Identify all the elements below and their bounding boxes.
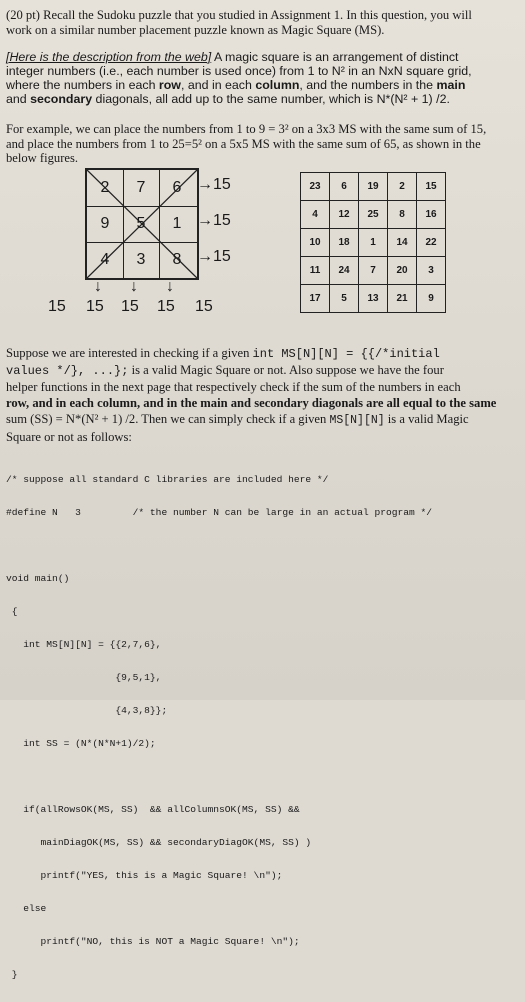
suppose-line-3: helper functions in the next page that respectively check if the sum of the numbers in each [6, 380, 461, 394]
code-line: if(allRowsOK(MS, SS) && allColumnsOK(MS, SS) && [6, 804, 300, 815]
suppose-paragraph [6, 345, 514, 445]
down-arrow: ↓ [166, 278, 174, 295]
cell: 25 [359, 201, 388, 229]
cell: 10 [301, 229, 330, 257]
cell: 4 [301, 201, 330, 229]
definition-line-4b: diagonals, all add up to the same number, which is N*(N² + 1) /2. [92, 92, 450, 106]
cell: 2 [388, 173, 417, 201]
cell: 4 [100, 251, 110, 268]
cell: 7 [136, 179, 146, 196]
code-line: int SS = (N*(N*N+1)/2); [6, 738, 156, 749]
diagonal-sum: 15 [195, 298, 213, 315]
code-line: {9,5,1}, [6, 672, 162, 683]
column-sum: 15 [157, 298, 175, 315]
code-line: printf("YES, this is a Magic Square! \n"); [6, 870, 283, 881]
cell: 9 [100, 215, 110, 232]
magic-square-3x3 [85, 168, 199, 280]
code-line: void main() [6, 573, 70, 584]
column-sum: 15 [86, 298, 104, 315]
cell: 7 [359, 257, 388, 285]
cell: 9 [417, 285, 446, 313]
code-line [6, 540, 432, 551]
code-line: {4,3,8}}; [6, 705, 168, 716]
cell: 17 [301, 285, 330, 313]
down-arrow: ↓ [130, 278, 138, 295]
keyword-column: column [255, 78, 300, 92]
cell: 2 [100, 179, 110, 196]
intro-line-2: work on a similar number placement puzzle known as Magic Square (MS). [6, 22, 385, 37]
code-line: printf("NO, this is NOT a Magic Square! \n"); [6, 936, 300, 947]
inline-code: values */}, ...}; [6, 364, 129, 378]
row-sum-3: →15 [197, 248, 231, 265]
cell: 19 [359, 173, 388, 201]
down-arrow: ↓ [94, 278, 102, 295]
definition-line-2: integer numbers (i.e., each number is used once) from 1 to N² in an NxN square grid, [6, 64, 472, 78]
suppose-line-5: sum (SS) = N*(N² + 1) /2. Then we can simply check if a given [6, 412, 330, 426]
cell: 8 [388, 201, 417, 229]
cell: 1 [359, 229, 388, 257]
cell: 3 [417, 257, 446, 285]
row-sum-1: →15 [197, 176, 231, 193]
definition-line-3b: , and in each [180, 78, 256, 92]
suppose-line-4: row, and in each column, and in the main and secondary diagonals are all equal to the same [6, 396, 497, 410]
definition-line-1: A magic square is an arrangement of distinct [211, 50, 459, 64]
cell: 24 [330, 257, 359, 285]
definition-line-4a: and [6, 92, 31, 106]
cell: 22 [417, 229, 446, 257]
code-line: /* suppose all standard C libraries are included here */ [6, 474, 329, 485]
suppose-line-2: is a valid Magic Square or not. Also suppose we have the four [128, 363, 444, 377]
cell: 3 [136, 251, 146, 268]
code-line [6, 771, 432, 782]
definition-line-3a: where the numbers in each [6, 78, 159, 92]
cell: 20 [388, 257, 417, 285]
definition-line-3c: , and the numbers in the [299, 78, 437, 92]
column-sum: 15 [121, 298, 139, 315]
cell: 6 [330, 173, 359, 201]
code-line: #define N 3 /* the number N can be large in an actual program */ [6, 507, 433, 518]
cell: 18 [330, 229, 359, 257]
example-line-1: For example, we can place the numbers from 1 to 9 = 3² on a 3x3 MS with the same sum of 15, [6, 122, 487, 136]
example-paragraph [6, 122, 514, 166]
cell: 1 [172, 215, 182, 232]
cell: 5 [330, 285, 359, 313]
keyword-secondary: secondary [30, 92, 93, 106]
code-block [6, 452, 432, 1002]
row-sum-2: →15 [197, 212, 231, 229]
suppose-line-6: Square or not as follows: [6, 430, 132, 444]
intro-line-1: (20 pt) Recall the Sudoku puzzle that you studied in Assignment 1. In this question, you will [6, 8, 472, 22]
web-description-link[interactable]: [Here is the description from the web] [6, 50, 212, 64]
diagonal-sum: 15 [48, 298, 66, 315]
code-line: } [6, 969, 18, 980]
keyword-row: row [158, 78, 181, 92]
example-line-3: below figures. [6, 151, 79, 166]
cell: 12 [330, 201, 359, 229]
cell: 16 [417, 201, 446, 229]
cell: 11 [301, 257, 330, 285]
cell: 21 [388, 285, 417, 313]
code-line: else [6, 903, 47, 914]
code-line: { [6, 606, 18, 617]
cell: 5 [136, 215, 146, 232]
suppose-line-1: Suppose we are interested in checking if a given [6, 346, 253, 360]
cell: 6 [172, 179, 182, 196]
keyword-main: main [436, 78, 466, 92]
magic-square-5x5 [300, 172, 446, 313]
example-line-2: and place the numbers from 1 to 25=5² on a 5x5 MS with the same sum of 65, as shown in the [6, 136, 481, 151]
suppose-line-5b: is a valid Magic [384, 412, 469, 426]
cell: 15 [417, 173, 446, 201]
cell: 8 [172, 251, 182, 268]
code-line: int MS[N][N] = {{2,7,6}, [6, 639, 162, 650]
cell: 14 [388, 229, 417, 257]
code-line: mainDiagOK(MS, SS) && secondaryDiagOK(MS, SS) ) [6, 837, 312, 848]
inline-code: int MS[N][N] = {{/*initial [252, 347, 440, 361]
inline-code: MS[N][N] [329, 414, 385, 427]
definition-paragraph [6, 50, 514, 106]
question-intro [6, 8, 514, 37]
cell: 23 [301, 173, 330, 201]
cell: 13 [359, 285, 388, 313]
